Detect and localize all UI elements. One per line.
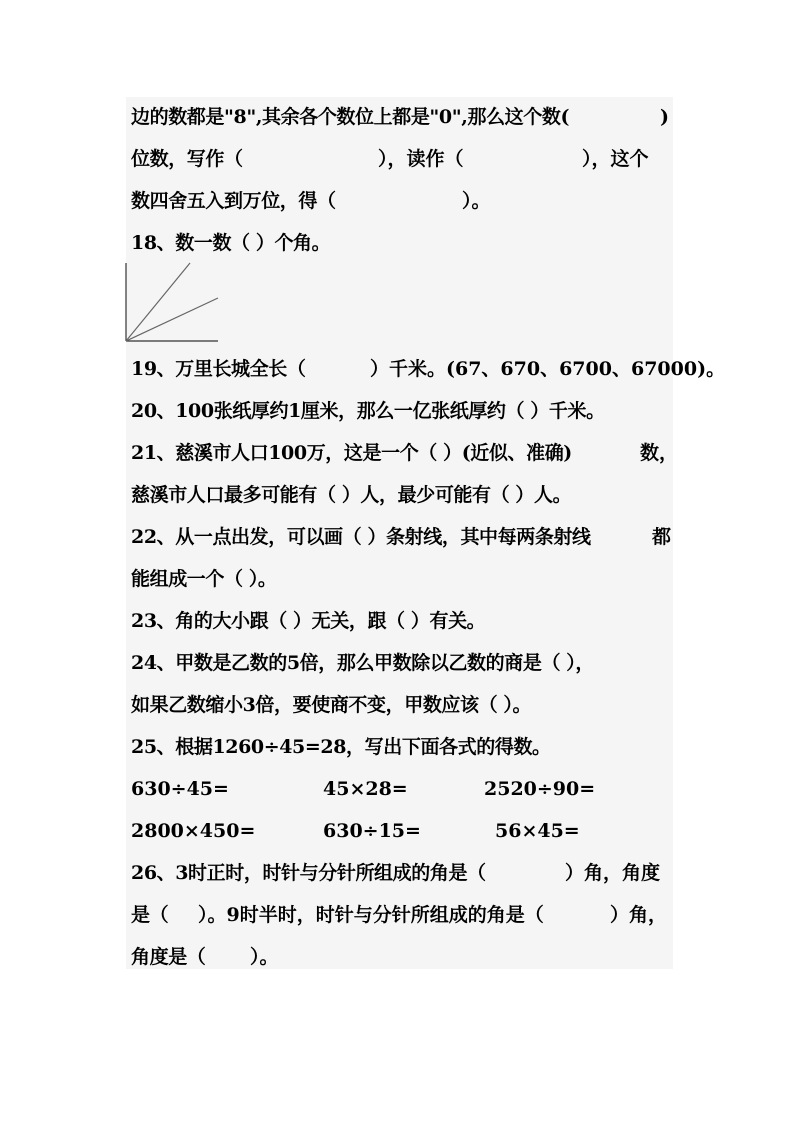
q26-line-3-end: ）。 (250, 946, 279, 968)
q17-line-2-mid: ），读作（ (378, 148, 464, 170)
q20-text: 20、100张纸厚约1厘米，那么一亿张纸厚约（ ）千米。 (131, 400, 605, 422)
q26-line-1: 26、3时正时，时针与分针所组成的角是（ (131, 862, 486, 884)
q24-line-2: 如果乙数缩小3倍，要使商不变，甲数应该（ ）。 (131, 694, 532, 716)
q22-line-1-end: 都 (652, 526, 672, 548)
q26-line-1-mid: ）角，角度 (565, 862, 661, 884)
math-r2c2: 630÷15= (323, 820, 421, 842)
q22-line-1: 22、从一点出发，可以画（ ）条射线，其中每两条射线 (131, 526, 591, 548)
angle-figure (124, 261, 220, 343)
q17-line-2-end: ），这个 (582, 148, 649, 170)
q17-line-3: 数四舍五入到万位，得（ (131, 190, 336, 212)
q21-line-2: 慈溪市人口最多可能有（ ）人，最少可能有（ ）人。 (131, 484, 572, 506)
math-r1c3: 2520÷90= (484, 778, 596, 800)
q17-line-3-end: ）。 (462, 190, 491, 212)
math-r2c3: 56×45= (495, 820, 580, 842)
angle-ray-shallow (126, 298, 218, 341)
q17-line-2: 位数，写作（ (131, 148, 243, 170)
math-r1c2: 45×28= (323, 778, 408, 800)
q26-line-3: 角度是（ (131, 946, 206, 968)
q17-line-1-end: ) (660, 106, 669, 128)
q25-text: 25、根据1260÷45=28，写出下面各式的得数。 (131, 736, 551, 758)
math-r1c1: 630÷45= (131, 778, 229, 800)
q19-text: 19、万里长城全长（ (131, 358, 306, 380)
q18-text: 18、数一数（ ）个角。 (131, 232, 331, 254)
q17-line-1: 边的数都是"8",其余各个数位上都是"0",那么这个数( (131, 106, 570, 128)
angle-ray-steep (126, 263, 190, 341)
q22-line-2: 能组成一个（ ）。 (131, 568, 277, 590)
q23-text: 23、角的大小跟（ ）无关，跟（ ）有关。 (131, 610, 486, 632)
q21-line-1-end: 数， (640, 442, 679, 464)
q21-line-1: 21、慈溪市人口100万，这是一个（ ）(近似、准确) (131, 442, 572, 464)
q26-line-2: 是（ (131, 904, 169, 926)
q24-line-1: 24、甲数是乙数的5倍，那么甲数除以乙数的商是（ ）， (131, 652, 594, 674)
q19-text-end: ）千米。(67、670、6700、67000)。 (370, 358, 726, 380)
math-r2c1: 2800×450= (131, 820, 256, 842)
q26-line-2-end: ）角， (610, 904, 668, 926)
q26-line-2-mid: ）。9时半时，时针与分针所组成的角是（ (198, 904, 544, 926)
